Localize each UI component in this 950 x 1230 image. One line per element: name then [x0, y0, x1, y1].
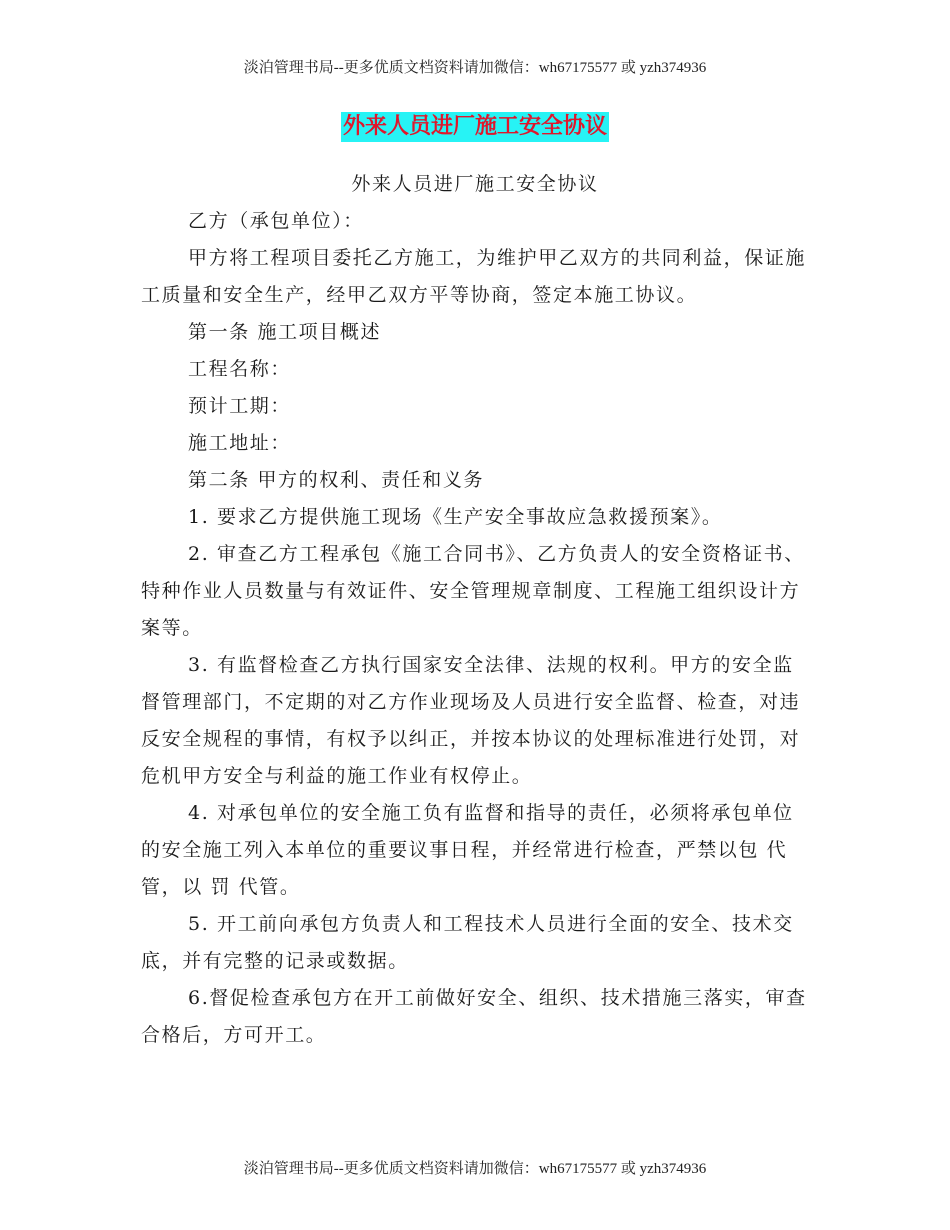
article-2-heading: 第二条 甲方的权利、责任和义务 — [188, 469, 485, 491]
project-address-field: 施工地址： — [188, 432, 292, 454]
document-title-text: 外来人员进厂施工安全协议 — [341, 112, 609, 142]
clause-2: 2. 审查乙方工程承包《施工合同书》、乙方负责人的安全资格证书、特种作业人员数量与有效证件、安全管理规章制度、工程施工组织设计方案等。 — [141, 543, 805, 639]
document-title — [0, 112, 950, 142]
clause-4: 4. 对承包单位的安全施工负有监督和指导的责任，必须将承包单位的安全施工列入本单位的重要议事日程，并经常进行检查，严禁以包 代管，以 罚 代管。 — [141, 802, 794, 898]
project-duration-field: 预计工期： — [188, 395, 292, 417]
article-1-heading: 第一条 施工项目概述 — [188, 321, 382, 343]
document-subtitle: 外来人员进厂施工安全协议 — [351, 173, 599, 195]
party-b-line: 乙方（承包单位）： — [188, 210, 364, 232]
clause-6: 6.督促检查承包方在开工前做好安全、组织、技术措施三落实，审查合格后，方可开工。 — [141, 987, 807, 1046]
clause-3: 3. 有监督检查乙方执行国家安全法律、法规的权利。甲方的安全监督管理部门，不定期的对乙方作业现场及人员进行安全监督、检查，对违反安全规程的事情，有权予以纠正，并按本协议的处理标准进行处罚，对危机甲方安全与利益的施工作业有权停止。 — [141, 654, 801, 787]
document-body — [141, 166, 809, 1054]
project-name-field: 工程名称： — [188, 358, 292, 380]
page-footer: 淡泊管理书局--更多优质文档资料请加微信：wh67175577 或 yzh374936 — [243, 1161, 707, 1177]
clause-5: 5. 开工前向承包方负责人和工程技术人员进行全面的安全、技术交底，并有完整的记录或数据。 — [141, 913, 794, 972]
page-header: 淡泊管理书局--更多优质文档资料请加微信：wh67175577 或 yzh374936 — [243, 60, 707, 76]
preamble-paragraph: 甲方将工程项目委托乙方施工，为维护甲乙双方的共同利益，保证施工质量和安全生产，经甲乙双方平等协商，签定本施工协议。 — [141, 247, 807, 306]
clause-1: 1. 要求乙方提供施工现场《生产安全事故应急救援预案》。 — [188, 506, 723, 528]
